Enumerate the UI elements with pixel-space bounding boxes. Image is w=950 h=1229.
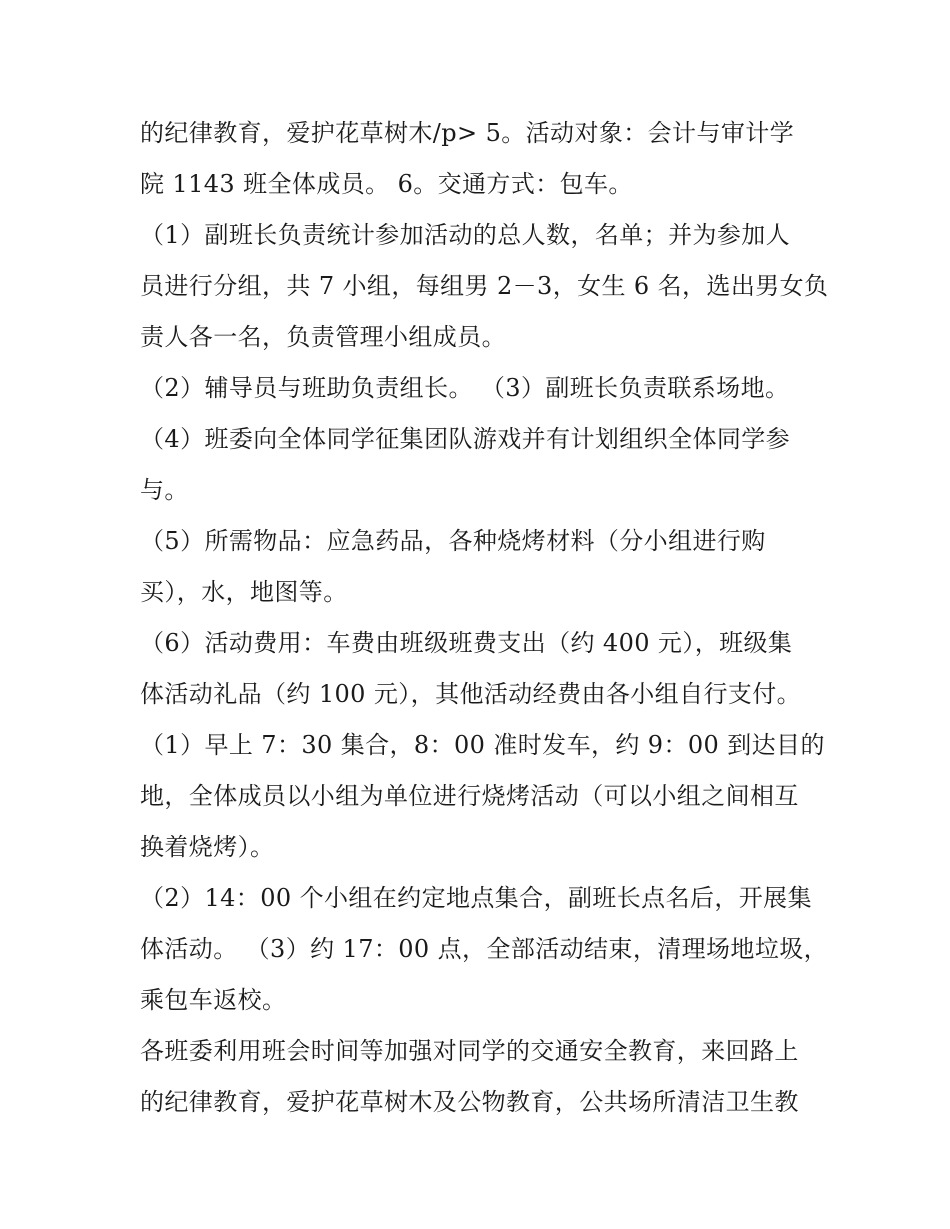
document-body	[140, 108, 829, 1128]
text-line: 的纪律教育，爱护花草树木及公物教育，公共场所清洁卫生教	[140, 1088, 799, 1116]
text-line: 乘包车返校。	[140, 986, 287, 1014]
text-line: 体活动礼品（约 100 元），其他活动经费由各小组自行支付。	[140, 680, 802, 708]
text-line: （2）辅导员与班助负责组长。 （3）副班长负责联系场地。	[140, 374, 790, 402]
text-line: （6）活动费用：车费由班级班费支出（约 400 元），班级集	[140, 629, 793, 657]
text-line: （4）班委向全体同学征集团队游戏并有计划组织全体同学参	[140, 425, 791, 453]
text-line: （1）早上 7：30 集合，8：00 准时发车，约 9：00 到达目的	[140, 731, 825, 759]
text-line: 地，全体成员以小组为单位进行烧烤活动（可以小组之间相互	[140, 782, 799, 810]
text-line: 责人各一名，负责管理小组成员。	[140, 323, 506, 351]
text-line: 的纪律教育，爱护花草树木/p> 5。活动对象：会计与审计学	[140, 119, 795, 147]
text-line: 院 1143 班全体成员。 6。交通方式：包车。	[140, 170, 633, 198]
text-line: （2）14：00 个小组在约定地点集合，副班长点名后，开展集	[140, 884, 812, 912]
text-line: 换着烧烤）。	[140, 833, 275, 861]
text-line: 员进行分组，共 7 小组，每组男 2－3，女生 6 名，选出男女负	[140, 272, 829, 300]
text-line: 与。	[140, 476, 189, 504]
text-line: 各班委利用班会时间等加强对同学的交通安全教育，来回路上	[140, 1037, 799, 1065]
text-line: （1）副班长负责统计参加活动的总人数，名单；并为参加人	[140, 221, 791, 249]
text-line: 体活动。 （3）约 17：00 点，全部活动结束，清理场地垃圾，	[140, 935, 829, 963]
text-line: （5）所需物品：应急药品，各种烧烤材料（分小组进行购	[140, 527, 766, 555]
text-line: 买），水，地图等。	[140, 578, 348, 606]
